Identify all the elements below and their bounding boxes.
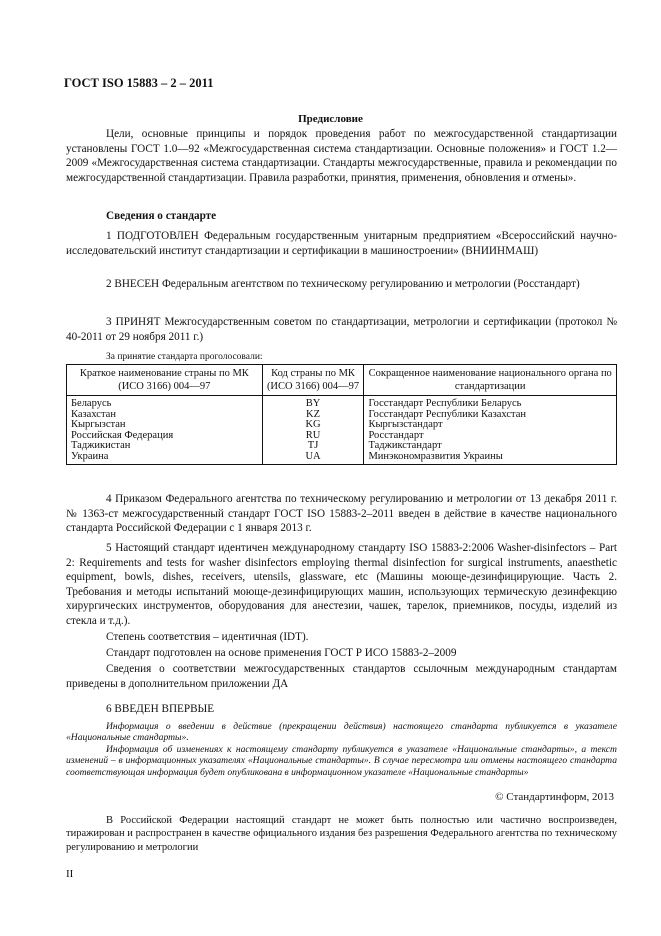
item-1 (66, 229, 617, 258)
prepared-paragraph (66, 646, 617, 661)
vote-caption: За принятие стандарта проголосовали: (106, 352, 263, 362)
item-3 (66, 315, 617, 344)
body-cell: Росстандарт (364, 431, 617, 442)
intro-text: Цели, основные принципы и порядок проведения работ по межгосударственной стандартизации установлены ГОСТ 1.0—92 «Межгосударственная система стандартизации. Основные положения» и ГОСТ 1.2—2009 «Межгосударственная система стандартизации. Стандарты межгосударственные, правила и рекомендации по межгосударственной стандартизации. Правила разработки, принятия, применения, обновления и отмены». (66, 128, 617, 184)
degree-text: Степень соответствия – идентичная (IDT). (106, 631, 309, 643)
code-cell: BY (262, 396, 364, 410)
code-cell: TJ (262, 441, 364, 452)
item-4-text: 4 Приказом Федерального агентства по техническому регулированию и метрологии от 13 декабря 2011 г. № 1363-ст межгосударственный стандарт ГОСТ ISO 15883-2–2011 введен в действие в качестве национального стандарта Российской Федерации с 1 января 2013 г. (66, 493, 617, 535)
note-2-text: Информация об изменениях к настоящему стандарту публикуется в указателе «Национальные стандарты», а текст изменений – в информационных указателях «Национальные стандарты». В случае пересмотра или отмены настоящего стандарта соответствующая информация будет опубликована в информационном указателе «Национальные стандарты» (66, 744, 617, 778)
refs-paragraph (66, 662, 617, 691)
body-cell: Минэкономразвития Украины (364, 452, 617, 465)
prepared-text: Стандарт подготовлен на основе применения ГОСТ Р ИСО 15883-2–2009 (106, 647, 457, 659)
voting-table (66, 364, 617, 465)
code-cell: RU (262, 431, 364, 442)
country-cell: Беларусь (67, 396, 263, 410)
item-2 (66, 277, 617, 292)
country-cell: Казахстан (67, 410, 263, 421)
document-header: ГОСТ ISO 15883 – 2 – 2011 (64, 76, 214, 90)
copyright: © Стандартинформ, 2013 (495, 791, 614, 803)
degree-paragraph (66, 630, 617, 645)
rights-paragraph (66, 814, 617, 854)
item-5 (66, 541, 617, 629)
table-row (67, 441, 617, 452)
note-1-text: Информация о введении в действие (прекращении действия) настоящего стандарта публикуется в указателе «Национальные стандарты». (66, 721, 617, 744)
rights-text: В Российской Федерации настоящий стандарт не может быть полностью или частично воспроизведен, тиражирован и распространен в качестве официального издания без разрешения Федерального агентства по техническому регулированию и метрологии (66, 815, 617, 853)
country-cell: Таджикистан (67, 441, 263, 452)
item-4 (66, 492, 617, 536)
item-3-text: 3 ПРИНЯТ Межгосударственным советом по стандартизации, метрологии и сертификации (протокол № 40-2011 от 29 ноября 2011 г.) (66, 316, 617, 343)
refs-text: Сведения о соответствии межгосударственных стандартов ссылочным международным стандартам приведены в дополнительном приложении ДА (66, 663, 617, 690)
note-1 (66, 721, 617, 744)
table-row (67, 410, 617, 421)
table-header-country: Краткое наименование страны по МК (ИСО 3166) 004—97 (67, 365, 263, 396)
item-6-text: 6 ВВЕДЕН ВПЕРВЫЕ (106, 703, 215, 715)
code-cell: KZ (262, 410, 364, 421)
body-cell: Таджикстандарт (364, 441, 617, 452)
item-1-text: 1 ПОДГОТОВЛЕН Федеральным государственным унитарным предприятием «Всероссийский научно-исследовательский институт стандартизации и сертификации в машиностроении» (ВНИИНМАШ) (66, 230, 617, 257)
table-header-code: Код страны по МК (ИСО 3166) 004—97 (262, 365, 364, 396)
item-2-text: 2 ВНЕСЕН Федеральным агентством по техническому регулированию и метрологии (Росстандарт) (106, 278, 580, 290)
page-title: Предисловие (298, 113, 363, 125)
country-cell: Украина (67, 452, 263, 465)
table-row (67, 431, 617, 442)
code-cell: KG (262, 420, 364, 431)
table-header-row (67, 365, 617, 396)
item-6 (66, 702, 617, 717)
intro-paragraph (66, 127, 617, 185)
code-cell: UA (262, 452, 364, 465)
body-cell: Госстандарт Республики Беларусь (364, 396, 617, 410)
table-row (67, 420, 617, 431)
country-cell: Российская Федерация (67, 431, 263, 442)
body-cell: Госстандарт Республики Казахстан (364, 410, 617, 421)
table-row (67, 452, 617, 465)
page-number: II (66, 868, 74, 880)
body-cell: Кыргызстандарт (364, 420, 617, 431)
table-header-body: Сокращенное наименование национального органа по стандартизации (364, 365, 617, 396)
info-heading: Сведения о стандарте (106, 210, 217, 222)
item-5-text: 5 Настоящий стандарт идентичен международному стандарту ISO 15883-2:2006 Washer-disinfectors – Part 2: Requirements and tests for washer disinfectors employing thermal disinfection for surgical instruments, anaesthetic equipment, bowls, dishes, receivers, utensils, glassware, etc (Машины моюще-дезинфицирующие. Часть 2. Требования и методы испытаний моюще-дезинфицирующих машин, использующих термическую дезинфекцию хирургических инструментов, оборудования для анестезии, чашек, тарелок, приемников, посуды, изделий из стекла и т.д.). (66, 542, 617, 627)
table-row (67, 396, 617, 410)
country-cell: Кыргызстан (67, 420, 263, 431)
note-2 (66, 744, 617, 778)
